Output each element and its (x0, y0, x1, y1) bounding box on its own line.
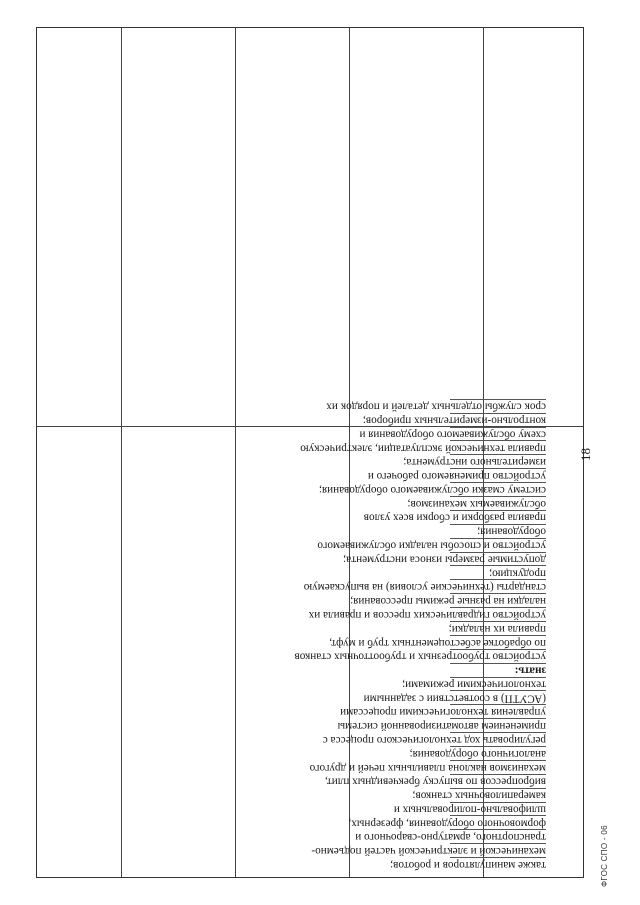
text-line: аналогичного оборудования; (409, 747, 546, 760)
table-row (122, 28, 236, 877)
text-line: шлифовально-полировальных и (393, 803, 546, 816)
text-line: устройство и способы наладки обслуживаемого (317, 539, 546, 552)
text-line: устройство гидравлических прессов и правила их (308, 608, 546, 621)
text-line: стандарты (технические условия) на выпускаемую (303, 581, 546, 594)
text-line: оборудования; (450, 524, 546, 538)
text-line: механизмов наклона плавильных печей и другого (309, 761, 546, 774)
text-line: технологическими режимами; (401, 678, 546, 691)
footer-code: ФГОС СПО - 06 (600, 825, 609, 887)
text-line: применением автоматизированной системы (337, 720, 546, 733)
text-line: измерительного инструмента; (403, 456, 546, 469)
text-line: устройство трубоотрезных и трубоотточных станков (294, 650, 546, 663)
text-line: устройство применяемого рабочего и (367, 470, 546, 483)
requirements-text (294, 400, 546, 871)
table-row (37, 28, 122, 877)
text-line: наладки на разные режимы прессования; (350, 595, 546, 608)
text-line: камерапиловочных станков; (412, 789, 546, 802)
text-line: схему обслуживаемого оборудования и (359, 428, 546, 441)
text-line: транспортного, арматурно-сварочного и (355, 831, 546, 844)
text-line: механической и электрической частей подъемно- (311, 845, 546, 858)
text-line: обслуживаемых механизмов; (407, 497, 546, 510)
text-line: формовочного оборудования, фрезерных, (348, 817, 546, 830)
text-line: продукцию; (450, 565, 546, 579)
text-line: систему смазки обслуживаемого оборудования; (318, 483, 546, 496)
page-number: 18 (578, 448, 593, 461)
text-line: знать: (450, 663, 546, 677)
text-line: по обработке асбестоцементных труб и муфт, (329, 636, 546, 649)
text-line: правила разборки и сборки всех узлов (363, 511, 546, 524)
text-line: допустимые размеры износа инструмента; (343, 553, 546, 566)
text-line: правила технической эксплуатации, электрическую (300, 442, 546, 455)
text-line: регулировать ход технологического процесса с (322, 733, 546, 746)
text-line: также манипуляторов и роботов; (390, 859, 546, 871)
text-line: правила их наладки; (448, 622, 546, 635)
text-line: управления технологическими процессами (340, 706, 546, 719)
text-line: вибропрессов по выпуску брекчевидных плит, (324, 775, 546, 788)
text-line: срок службы отдельных деталей и порядок их (326, 400, 546, 413)
text-line: (АСУТП) в соответствии с заданными (363, 692, 546, 705)
text-line: контрольно-измерительных приборов; (362, 414, 546, 427)
